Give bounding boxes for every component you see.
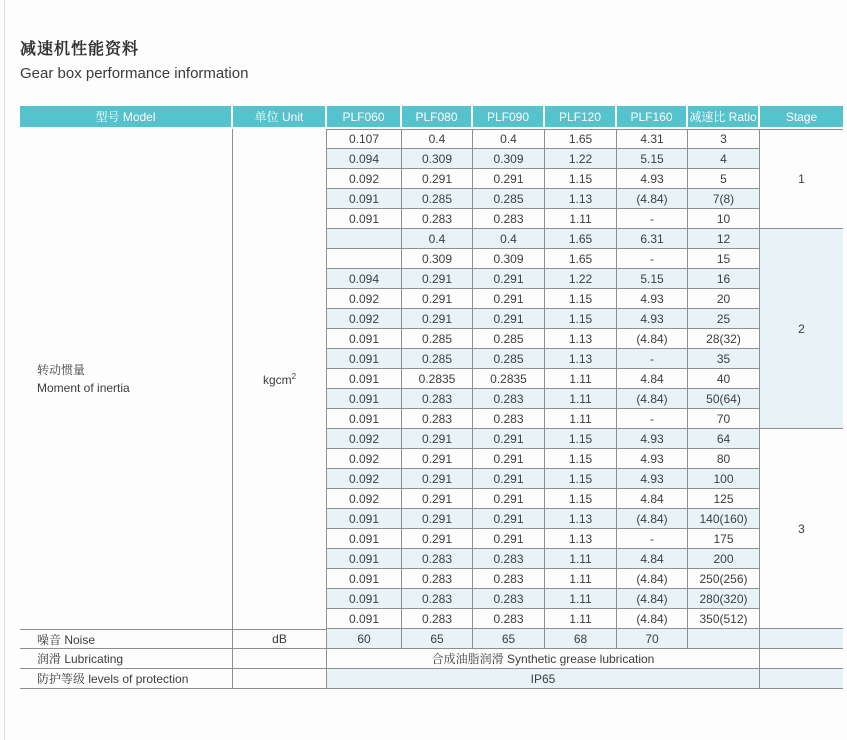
protection-label: 防护等级 levels of protection — [20, 669, 233, 689]
inertia-value-cell: 0.283 — [402, 409, 473, 429]
inertia-value-cell: - — [617, 529, 688, 549]
inertia-value-cell: 5.15 — [617, 149, 688, 169]
inertia-value-cell: 0.091 — [327, 409, 402, 429]
inertia-value-cell: 0.283 — [402, 389, 473, 409]
inertia-value-cell: - — [617, 249, 688, 269]
stage-group-cell: 1 — [760, 129, 843, 229]
ratio-cell: 125 — [688, 489, 760, 509]
inertia-value-cell: 0.4 — [473, 129, 545, 149]
inertia-value-cell: (4.84) — [617, 569, 688, 589]
col-header-plf060: PLF060 — [327, 106, 402, 129]
inertia-value-cell: 0.283 — [473, 549, 545, 569]
inertia-value-cell: 0.291 — [402, 289, 473, 309]
inertia-value-cell: 0.291 — [473, 489, 545, 509]
inertia-value-cell: 0.092 — [327, 489, 402, 509]
ratio-cell: 175 — [688, 529, 760, 549]
inertia-value-cell: 0.091 — [327, 549, 402, 569]
inertia-value-cell: 0.094 — [327, 269, 402, 289]
ratio-cell: 15 — [688, 249, 760, 269]
ratio-cell: 140(160) — [688, 509, 760, 529]
inertia-value-cell: 4.84 — [617, 549, 688, 569]
inertia-value-cell: (4.84) — [617, 329, 688, 349]
inertia-value-cell: 0.4 — [402, 129, 473, 149]
ratio-cell: 4 — [688, 149, 760, 169]
inertia-value-cell: 0.285 — [473, 349, 545, 369]
inertia-value-cell: 0.285 — [473, 189, 545, 209]
inertia-value-cell: 4.84 — [617, 369, 688, 389]
inertia-value-cell: 0.4 — [402, 229, 473, 249]
inertia-value-cell: 0.091 — [327, 569, 402, 589]
inertia-value-cell: 0.291 — [473, 529, 545, 549]
inertia-value-cell: 1.15 — [545, 309, 617, 329]
inertia-value-cell: 0.091 — [327, 369, 402, 389]
unit-exponent: 2 — [291, 371, 297, 381]
inertia-value-cell: 0.283 — [402, 609, 473, 629]
inertia-value-cell: 0.2835 — [402, 369, 473, 389]
inertia-value-cell: 4.93 — [617, 469, 688, 489]
noise-unit-cell: dB — [233, 629, 327, 649]
noise-stage-empty-cell — [760, 629, 843, 649]
inertia-value-cell: 1.65 — [545, 229, 617, 249]
inertia-value-cell: 0.283 — [473, 569, 545, 589]
inertia-value-cell — [327, 229, 402, 249]
protection-row — [20, 669, 843, 689]
inertia-value-cell: 0.291 — [402, 489, 473, 509]
footer-tbody — [20, 629, 843, 689]
inertia-value-cell: 0.283 — [473, 609, 545, 629]
inertia-value-cell: 0.283 — [473, 589, 545, 609]
inertia-value-cell: 5.15 — [617, 269, 688, 289]
inertia-value-cell: 0.309 — [402, 249, 473, 269]
inertia-value-cell: 0.309 — [473, 249, 545, 269]
noise-value-cell: 60 — [327, 629, 402, 649]
inertia-value-cell: 1.15 — [545, 449, 617, 469]
stage-group-cell: 2 — [760, 229, 843, 429]
col-header-plf080: PLF080 — [402, 106, 473, 129]
inertia-value-cell: 0.091 — [327, 529, 402, 549]
inertia-value-cell: 1.15 — [545, 289, 617, 309]
inertia-value-cell: - — [617, 349, 688, 369]
inertia-value-cell: 0.283 — [402, 549, 473, 569]
col-header-plf090: PLF090 — [473, 106, 545, 129]
ratio-cell: 16 — [688, 269, 760, 289]
inertia-value-cell: 0.094 — [327, 149, 402, 169]
inertia-value-cell: 0.291 — [473, 449, 545, 469]
inertia-value-cell: 0.291 — [473, 289, 545, 309]
inertia-value-cell: 0.291 — [402, 309, 473, 329]
table-row — [20, 129, 843, 149]
noise-value-cell: 65 — [473, 629, 545, 649]
page-title-zh: 减速机性能资料 — [20, 41, 140, 58]
inertia-value-cell: 1.11 — [545, 209, 617, 229]
inertia-value-cell: (4.84) — [617, 389, 688, 409]
inertia-value-cell: (4.84) — [617, 609, 688, 629]
protection-value-cell: IP65 — [327, 669, 760, 689]
ratio-cell: 25 — [688, 309, 760, 329]
ratio-cell: 70 — [688, 409, 760, 429]
col-header-unit: 单位 Unit — [233, 106, 327, 129]
inertia-value-cell: 1.11 — [545, 369, 617, 389]
ratio-cell: 350(512) — [688, 609, 760, 629]
inertia-value-cell: (4.84) — [617, 589, 688, 609]
inertia-value-cell: 0.291 — [402, 429, 473, 449]
inertia-value-cell: 0.107 — [327, 129, 402, 149]
inertia-value-cell: 0.291 — [473, 169, 545, 189]
inertia-value-cell: 0.2835 — [473, 369, 545, 389]
inertia-tbody — [20, 129, 843, 629]
noise-row — [20, 629, 843, 649]
inertia-value-cell: (4.84) — [617, 509, 688, 529]
inertia-label-zh: 转动惯量 — [37, 363, 86, 377]
noise-ratio-empty-cell — [688, 629, 760, 649]
inertia-value-cell: 0.291 — [473, 509, 545, 529]
inertia-value-cell: 0.291 — [402, 529, 473, 549]
inertia-value-cell: 1.13 — [545, 189, 617, 209]
inertia-value-cell: 0.092 — [327, 469, 402, 489]
inertia-value-cell: 4.93 — [617, 289, 688, 309]
ratio-cell: 28(32) — [688, 329, 760, 349]
inertia-value-cell: 4.84 — [617, 489, 688, 509]
inertia-value-cell: 1.15 — [545, 469, 617, 489]
noise-value-cell: 70 — [617, 629, 688, 649]
inertia-value-cell: 0.4 — [473, 229, 545, 249]
inertia-value-cell: 0.091 — [327, 329, 402, 349]
inertia-value-cell: 0.091 — [327, 589, 402, 609]
inertia-value-cell: 1.13 — [545, 349, 617, 369]
inertia-value-cell: 1.15 — [545, 169, 617, 189]
inertia-value-cell: 0.092 — [327, 309, 402, 329]
lubricating-unit-empty-cell — [233, 649, 327, 669]
inertia-value-cell: 4.93 — [617, 449, 688, 469]
inertia-value-cell: 0.092 — [327, 429, 402, 449]
inertia-value-cell: 0.091 — [327, 209, 402, 229]
lubricating-row — [20, 649, 843, 669]
col-header-plf160: PLF160 — [617, 106, 688, 129]
inertia-value-cell: 1.11 — [545, 409, 617, 429]
inertia-value-cell: 1.15 — [545, 429, 617, 449]
inertia-value-cell: 0.285 — [402, 349, 473, 369]
inertia-value-cell: 4.93 — [617, 169, 688, 189]
inertia-value-cell: - — [617, 409, 688, 429]
inertia-value-cell: 1.13 — [545, 329, 617, 349]
inertia-value-cell: 0.291 — [473, 469, 545, 489]
page-edge-line — [4, 0, 5, 740]
inertia-value-cell: 0.091 — [327, 389, 402, 409]
inertia-value-cell — [327, 249, 402, 269]
ratio-cell: 40 — [688, 369, 760, 389]
inertia-value-cell: 4.31 — [617, 129, 688, 149]
inertia-value-cell: 1.11 — [545, 569, 617, 589]
inertia-value-cell: 1.22 — [545, 269, 617, 289]
ratio-cell: 3 — [688, 129, 760, 149]
ratio-cell: 100 — [688, 469, 760, 489]
inertia-value-cell: 0.291 — [473, 429, 545, 449]
noise-value-cell: 68 — [545, 629, 617, 649]
ratio-cell: 80 — [688, 449, 760, 469]
inertia-value-cell: 0.092 — [327, 169, 402, 189]
inertia-value-cell: 1.11 — [545, 589, 617, 609]
ratio-cell: 64 — [688, 429, 760, 449]
ratio-cell: 20 — [688, 289, 760, 309]
inertia-value-cell: 0.283 — [402, 209, 473, 229]
inertia-value-cell: 1.15 — [545, 489, 617, 509]
inertia-value-cell: 0.283 — [402, 569, 473, 589]
inertia-value-cell: 1.11 — [545, 549, 617, 569]
inertia-value-cell: 1.11 — [545, 389, 617, 409]
inertia-label-cell — [20, 129, 233, 629]
noise-value-cell: 65 — [402, 629, 473, 649]
inertia-value-cell: 0.291 — [402, 449, 473, 469]
inertia-value-cell: 0.091 — [327, 189, 402, 209]
inertia-value-cell: (4.84) — [617, 189, 688, 209]
inertia-value-cell: 4.93 — [617, 429, 688, 449]
inertia-value-cell: 0.291 — [402, 269, 473, 289]
inertia-value-cell: 0.285 — [473, 329, 545, 349]
inertia-value-cell: 0.091 — [327, 509, 402, 529]
lubricating-value-cell: 合成油脂润滑 Synthetic grease lubrication — [327, 649, 760, 669]
ratio-cell: 50(64) — [688, 389, 760, 409]
inertia-value-cell: 0.285 — [402, 329, 473, 349]
col-header-model: 型号 Model — [20, 106, 233, 129]
protection-unit-empty-cell — [233, 669, 327, 689]
unit-base: kgcm — [262, 372, 292, 387]
inertia-value-cell: 0.091 — [327, 349, 402, 369]
inertia-value-cell: 0.092 — [327, 449, 402, 469]
inertia-unit-cell — [233, 129, 327, 629]
lubricating-stage-empty-cell — [760, 649, 843, 669]
inertia-value-cell: 0.291 — [473, 309, 545, 329]
inertia-label-en: Moment of inertia — [37, 381, 130, 395]
inertia-value-cell: 0.091 — [327, 609, 402, 629]
header-row — [20, 106, 843, 129]
inertia-value-cell: 0.092 — [327, 289, 402, 309]
ratio-cell: 10 — [688, 209, 760, 229]
inertia-value-cell: 6.31 — [617, 229, 688, 249]
ratio-cell: 200 — [688, 549, 760, 569]
inertia-value-cell: 0.291 — [402, 469, 473, 489]
inertia-value-cell: 0.283 — [473, 409, 545, 429]
inertia-value-cell: 1.65 — [545, 129, 617, 149]
inertia-value-cell: 1.65 — [545, 249, 617, 269]
inertia-value-cell: 0.285 — [402, 189, 473, 209]
lubricating-label: 润滑 Lubricating — [20, 649, 233, 669]
inertia-value-cell: 1.11 — [545, 609, 617, 629]
ratio-cell: 280(320) — [688, 589, 760, 609]
stage-group-cell: 3 — [760, 429, 843, 629]
ratio-cell: 12 — [688, 229, 760, 249]
col-header-plf120: PLF120 — [545, 106, 617, 129]
protection-stage-empty-cell — [760, 669, 843, 689]
ratio-cell: 250(256) — [688, 569, 760, 589]
inertia-value-cell: - — [617, 209, 688, 229]
inertia-value-cell: 0.283 — [473, 389, 545, 409]
inertia-value-cell: 4.93 — [617, 309, 688, 329]
inertia-value-cell: 0.283 — [473, 209, 545, 229]
inertia-value-cell: 1.22 — [545, 149, 617, 169]
ratio-cell: 35 — [688, 349, 760, 369]
col-header-stage: Stage — [760, 106, 843, 129]
performance-table — [20, 106, 843, 689]
inertia-value-cell: 0.291 — [473, 269, 545, 289]
noise-label: 噪音 Noise — [20, 629, 233, 649]
ratio-cell: 7(8) — [688, 189, 760, 209]
inertia-value-cell: 0.309 — [473, 149, 545, 169]
inertia-value-cell: 1.13 — [545, 509, 617, 529]
inertia-value-cell: 0.309 — [402, 149, 473, 169]
col-header-ratio: 减速比 Ratio — [688, 106, 760, 129]
inertia-value-cell: 0.291 — [402, 509, 473, 529]
inertia-value-cell: 0.291 — [402, 169, 473, 189]
inertia-value-cell: 1.13 — [545, 529, 617, 549]
page-title-en: Gear box performance information — [20, 65, 249, 82]
inertia-value-cell: 0.283 — [402, 589, 473, 609]
ratio-cell: 5 — [688, 169, 760, 189]
